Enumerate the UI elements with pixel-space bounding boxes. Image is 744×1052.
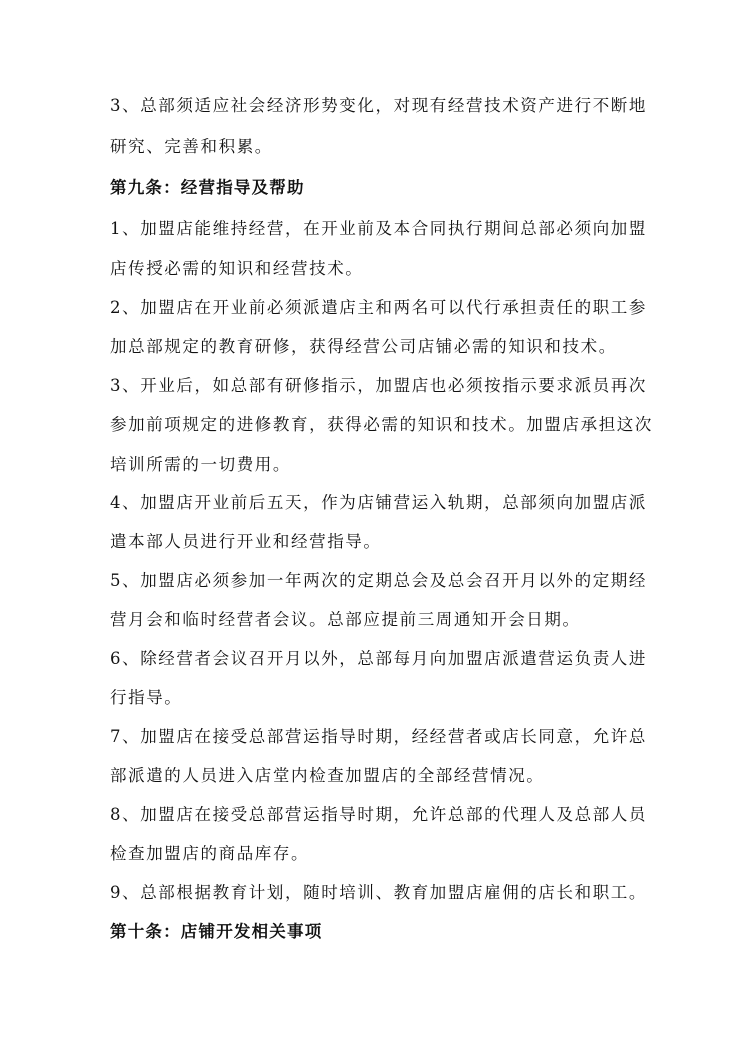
article-9-item-4-line-2: 遣本部人员进行开业和经营指导。 [110, 532, 382, 551]
article-9-item-9-line-1: 9、总部根据教育计划，随时培训、教育加盟店雇佣的店长和职工。 [110, 883, 647, 902]
article-9-item-1-line-2: 店传授必需的知识和经营技术。 [110, 259, 364, 278]
article-9-item-6-line-2: 行指导。 [110, 688, 183, 707]
article-9-item-3-line-3: 培训所需的一切费用。 [110, 455, 291, 474]
article-9-item-7-line-2: 部派遣的人员进入店堂内检查加盟店的全部经营情况。 [110, 766, 545, 785]
article-9-item-7-line-1: 7、加盟店在接受总部营运指导时期，经经营者或店长同意，允许总 [110, 727, 647, 746]
article-9-item-3-line-2: 参加前项规定的进修教育，获得必需的知识和技术。加盟店承担这次 [110, 415, 653, 434]
clause-8-item-3-line-2: 研究、完善和积累。 [110, 137, 273, 156]
article-9-item-5-line-2: 营月会和临时经营者会议。总部应提前三周通知开会日期。 [110, 610, 581, 629]
article-9-item-6-line-1: 6、除经营者会议召开月以外，总部每月向加盟店派遣营运负责人进 [110, 649, 647, 668]
article-9-heading: 第九条：经营指导及帮助 [110, 178, 305, 197]
article-9-item-2-line-2: 加总部规定的教育研修，获得经营公司店铺必需的知识和技术。 [110, 337, 617, 356]
article-9-item-8-line-1: 8、加盟店在接受总部营运指导时期，允许总部的代理人及总部人员 [110, 805, 647, 824]
article-9-item-2-line-1: 2、加盟店在开业前必须派遣店主和两名可以代行承担责任的职工参 [110, 298, 647, 317]
article-9-item-5-line-1: 5、加盟店必须参加一年两次的定期总会及总会召开月以外的定期经 [110, 571, 647, 590]
article-10-heading: 第十条：店铺开发相关事项 [110, 922, 323, 941]
article-9-item-4-line-1: 4、加盟店开业前后五天，作为店铺营运入轨期，总部须向加盟店派 [110, 493, 647, 512]
article-9-item-3-line-1: 3、开业后，如总部有研修指示，加盟店也必须按指示要求派员再次 [110, 376, 647, 395]
article-9-item-1-line-1: 1、加盟店能维持经营，在开业前及本合同执行期间总部必须向加盟 [110, 219, 647, 238]
article-9-item-8-line-2: 检查加盟店的商品库存。 [110, 844, 310, 863]
clause-8-item-3-line-1: 3、总部须适应社会经济形势变化，对现有经营技术资产进行不断地 [110, 96, 647, 115]
